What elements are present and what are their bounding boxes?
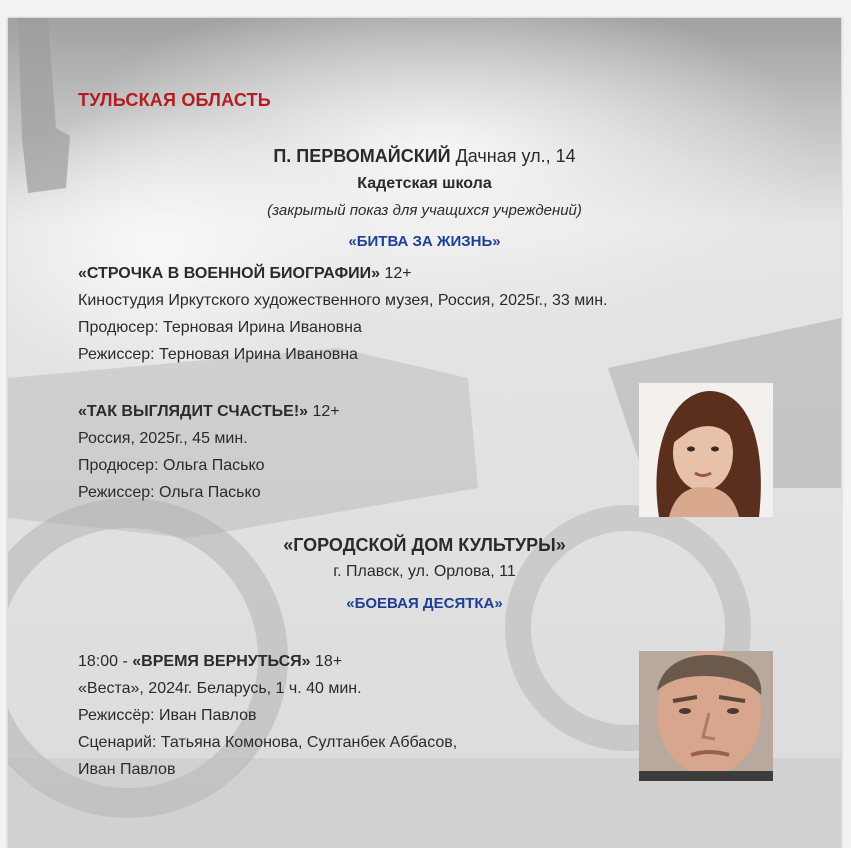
venue1-note: (закрытый показ для учащихся учреждений) [267, 202, 582, 219]
film-director: Режиссёр: Иван Павлов [78, 707, 257, 724]
portrait-image [639, 651, 773, 781]
film-title: «ВРЕМЯ ВЕРНУТЬСЯ» [132, 653, 311, 670]
venue1-name: Кадетская школа [357, 175, 492, 192]
venue2-name: «ГОРОДСКОЙ ДОМ КУЛЬТУРЫ» [283, 535, 566, 555]
film-details: «Веста», 2024г. Беларусь, 1 ч. 40 мин. [78, 680, 362, 697]
director-photo-woman [639, 383, 773, 517]
venue1-place: П. ПЕРВОМАЙСКИЙ [273, 146, 451, 166]
venue1-heading [8, 146, 841, 167]
film-time: 18:00 - [78, 653, 128, 670]
film-script: Сценарий: Татьяна Комонова, Султанбек Аббасов, [78, 734, 458, 751]
film-entry [78, 260, 607, 368]
film-entry [78, 648, 457, 783]
film-title: «СТРОЧКА В ВОЕННОЙ БИОГРАФИИ» [78, 265, 381, 282]
region-heading: ТУЛЬСКАЯ ОБЛАСТЬ [78, 90, 271, 110]
film-details: Киностудия Иркутского художественного музея, Россия, 2025г., 33 мин. [78, 292, 608, 309]
director-photo-man [639, 651, 773, 781]
poster-page [8, 18, 841, 848]
film-age-rating: 12+ [312, 403, 340, 420]
film-script-continued: Иван Павлов [78, 761, 176, 778]
film-entry [78, 398, 340, 506]
film-director: Режиссер: Терновая Ирина Ивановна [78, 346, 358, 363]
venue1-program: «БИТВА ЗА ЖИЗНЬ» [348, 233, 501, 250]
venue2-program: «БОЕВАЯ ДЕСЯТКА» [346, 595, 503, 612]
portrait-image [639, 383, 773, 517]
film-details: Россия, 2025г., 45 мин. [78, 430, 248, 447]
film-director: Режиссер: Ольга Пасько [78, 484, 261, 501]
film-producer: Продюсер: Ольга Пасько [78, 457, 265, 474]
film-producer: Продюсер: Терновая Ирина Ивановна [78, 319, 362, 336]
venue2-address: г. Плавск, ул. Орлова, 11 [333, 563, 516, 580]
film-age-rating: 12+ [384, 265, 412, 282]
film-age-rating: 18+ [315, 653, 343, 670]
venue1-address: Дачная ул., 14 [455, 146, 576, 166]
film-title: «ТАК ВЫГЛЯДИТ СЧАСТЬЕ!» [78, 403, 309, 420]
